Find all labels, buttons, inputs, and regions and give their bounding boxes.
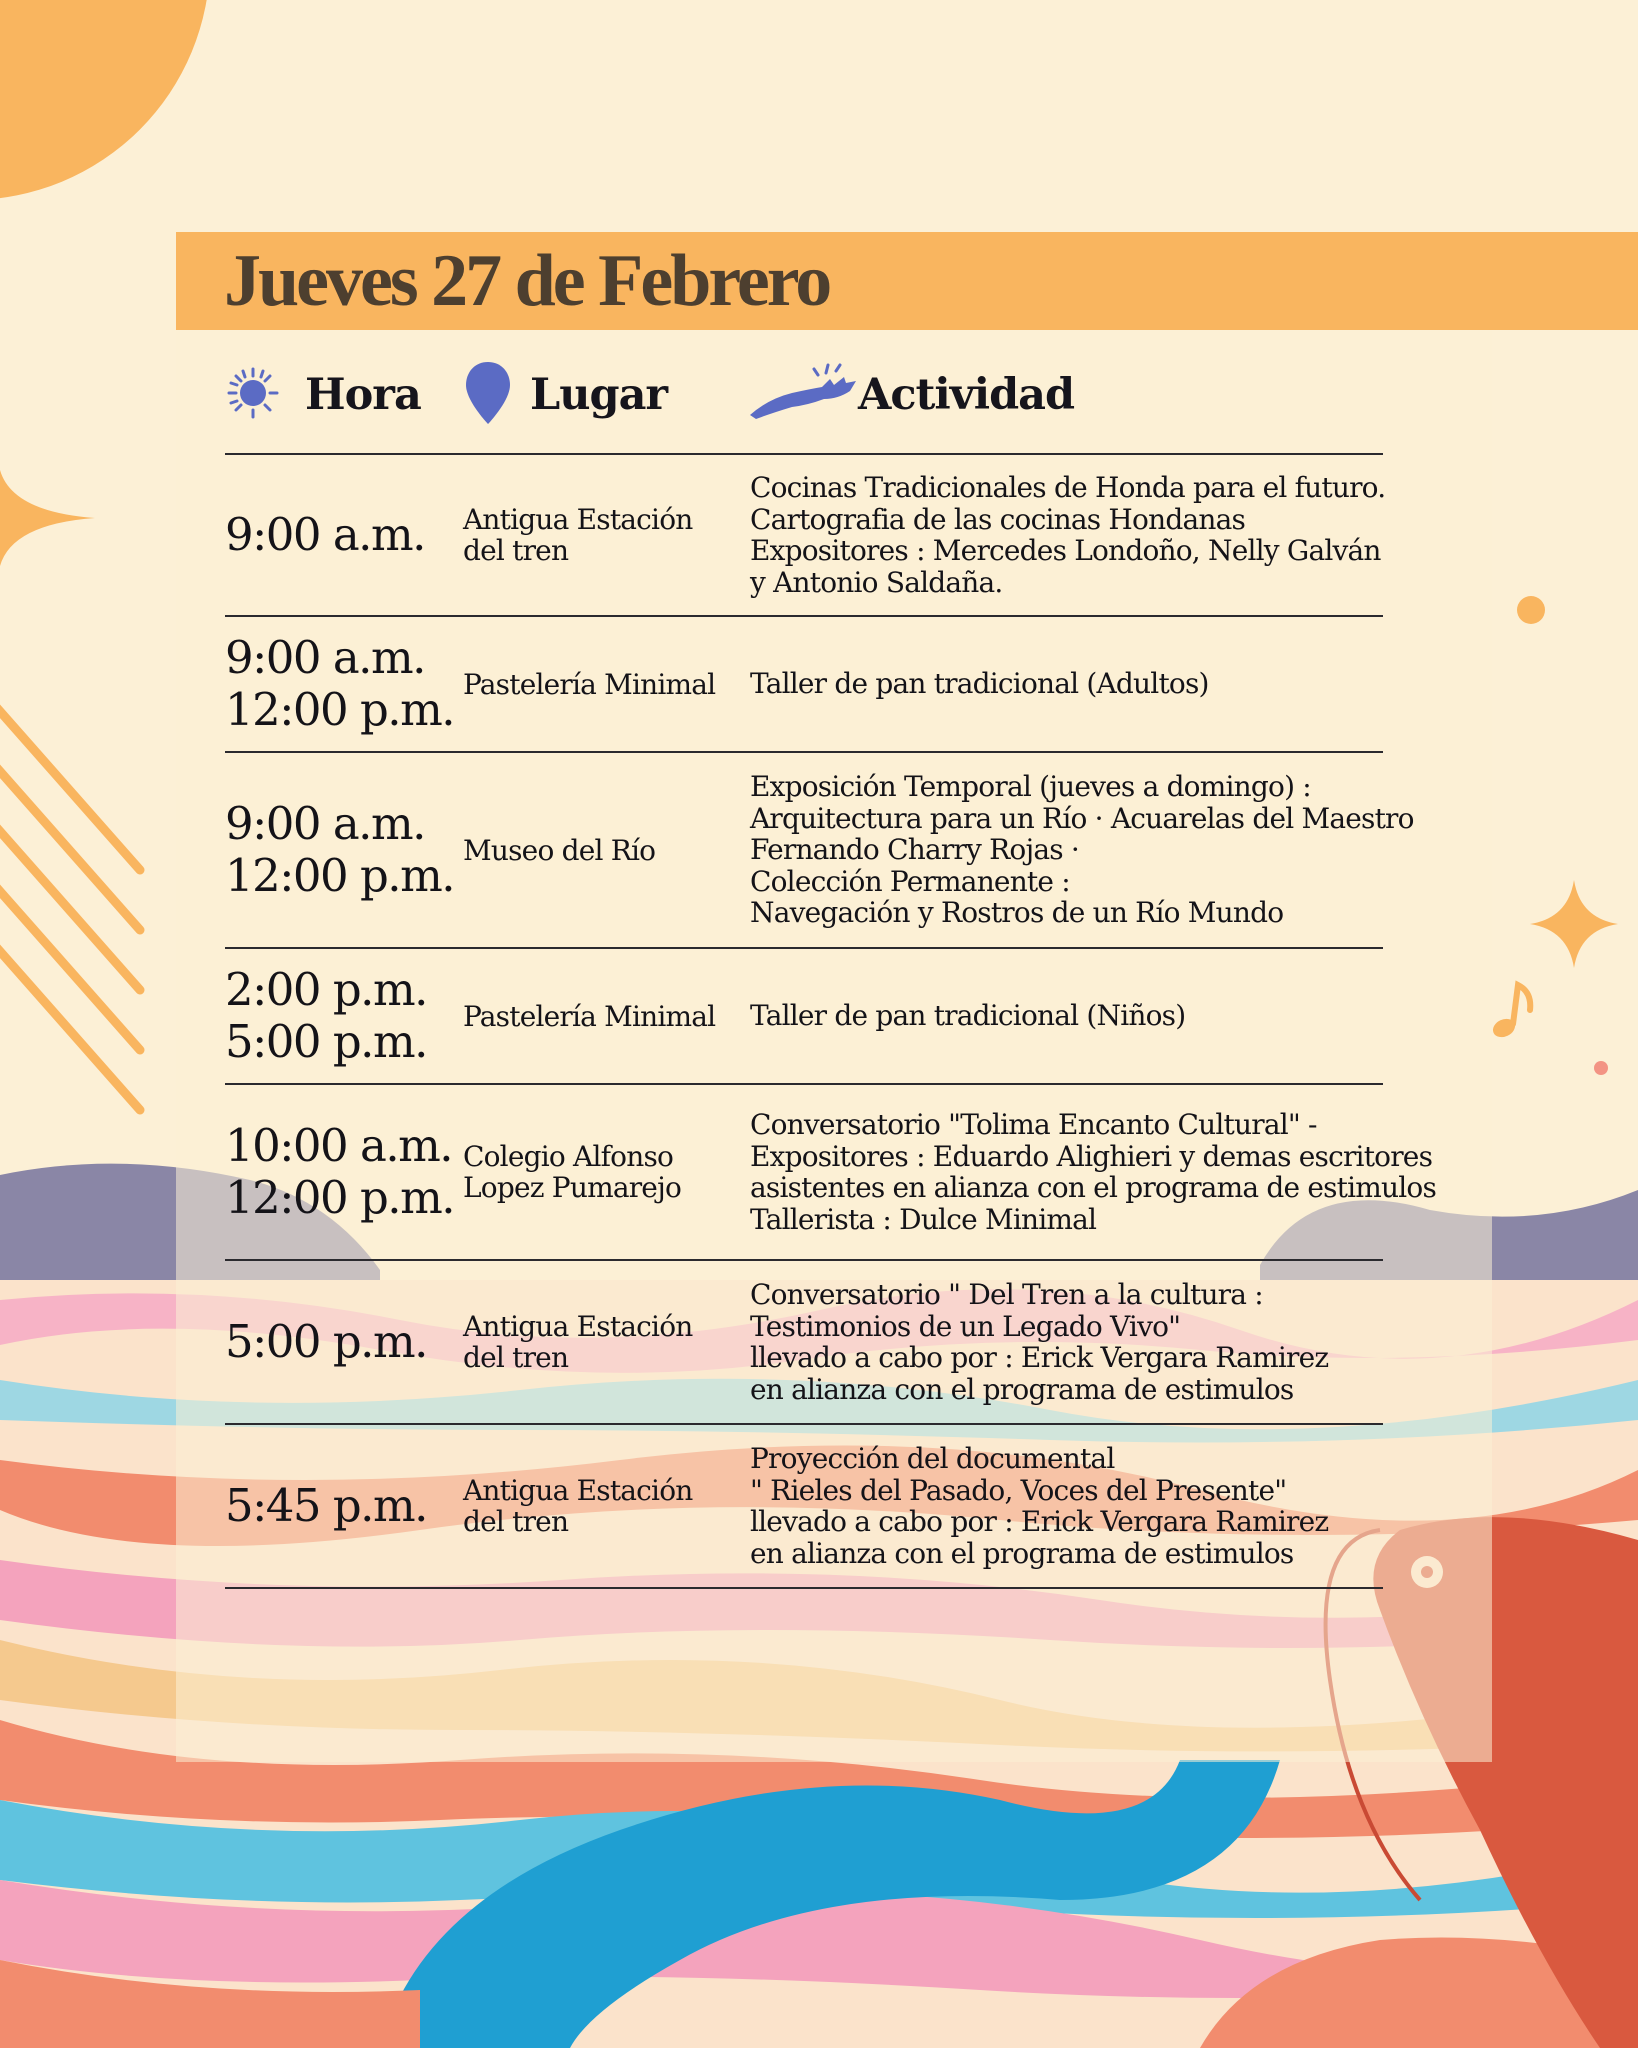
time-cell <box>225 1425 457 1587</box>
time-line: 5:45 p.m. <box>225 1479 427 1532</box>
sun-moon-icon <box>223 363 283 427</box>
place-line: Pastelería Minimal <box>463 667 716 701</box>
place-line: del tren <box>463 534 569 567</box>
time-cell <box>225 753 457 947</box>
sun-shape <box>0 0 210 200</box>
map-pin-icon <box>464 360 512 430</box>
place-line: del tren <box>463 1505 569 1538</box>
hand-icon <box>748 363 860 427</box>
place-line: Lopez Pumarejo <box>463 1171 682 1204</box>
activity-line: Tallerista : Dulce Minimal <box>750 1202 1097 1236</box>
schedule-row <box>225 615 1383 751</box>
header-lugar <box>464 360 667 430</box>
time-line: 12:00 p.m. <box>225 683 455 736</box>
place-line: Antigua Estación <box>463 1474 693 1507</box>
column-headers <box>0 360 1638 430</box>
place-line: Museo del Río <box>463 833 656 867</box>
time-line: 9:00 a.m. <box>225 797 425 850</box>
schedule-table <box>225 453 1437 1589</box>
place-line: Colegio Alfonso <box>463 1140 674 1173</box>
dot-orange <box>1517 596 1545 624</box>
activity-line: Navegación y Rostros de un Río Mundo <box>750 896 1284 930</box>
activity-line: en alianza con el programa de estimulos <box>750 1536 1294 1570</box>
activity-line: Exposición Temporal (jueves a domingo) : <box>750 770 1311 804</box>
activity-line: Conversatorio " Del Tren a la cultura : <box>750 1278 1263 1311</box>
header-actividad <box>748 360 1074 430</box>
place-cell <box>463 1085 743 1259</box>
page-title: Jueves 27 de Febrero <box>224 240 830 322</box>
time-line: 10:00 a.m. <box>225 1119 453 1172</box>
activity-line: llevado a cabo por : Erick Vergara Ramirez <box>750 1341 1329 1374</box>
time-cell <box>225 949 457 1083</box>
activity-cell <box>750 1425 1450 1587</box>
activity-line: Proyección del documental <box>750 1442 1115 1475</box>
time-cell <box>225 1085 457 1259</box>
place-cell <box>463 455 743 615</box>
place-line: Antigua Estación <box>463 1310 693 1343</box>
activity-cell <box>750 455 1450 615</box>
time-cell <box>225 617 457 751</box>
activity-cell <box>750 1261 1450 1423</box>
time-line: 9:00 a.m. <box>225 631 425 684</box>
activity-line: asistentes en alianza con el programa de estimulos <box>750 1171 1437 1204</box>
sparkle-right-icon <box>1530 880 1618 968</box>
activity-line: Cocinas Tradicionales de Honda para el futuro. <box>750 471 1386 504</box>
activity-line: en alianza con el programa de estimulos <box>750 1372 1294 1406</box>
place-cell <box>463 949 743 1083</box>
time-line: 12:00 p.m. <box>225 1171 455 1224</box>
schedule-row <box>225 751 1414 947</box>
header-hora <box>223 360 421 430</box>
activity-line: Cartografia de las cocinas Hondanas <box>750 502 1246 536</box>
activity-line: Colección Permanente : <box>750 864 1070 898</box>
header-hora-label: Hora <box>305 370 421 420</box>
sparkle-left-icon <box>0 470 95 566</box>
place-line: del tren <box>463 1341 569 1374</box>
schedule-row <box>225 1423 1383 1589</box>
activity-cell <box>750 1085 1450 1259</box>
activity-line: Expositores : Mercedes Londoño, Nelly Galván <box>750 534 1381 567</box>
activity-line: Expositores : Eduardo Alighieri y demas escritores <box>750 1139 1433 1173</box>
dot-pink <box>1594 1061 1608 1075</box>
place-line: Antigua Estación <box>463 503 693 536</box>
place-cell <box>463 1425 743 1587</box>
activity-line: " Rieles del Pasado, Voces del Presente" <box>750 1473 1287 1507</box>
activity-cell <box>750 617 1450 751</box>
time-line: 5:00 p.m. <box>225 1315 427 1368</box>
diagonal-stripes <box>0 700 140 1110</box>
time-cell <box>225 455 457 615</box>
schedule-row <box>225 947 1383 1083</box>
activity-cell <box>750 949 1450 1083</box>
activity-line: Taller de pan tradicional (Adultos) <box>750 667 1209 701</box>
activity-line: llevado a cabo por : Erick Vergara Ramirez <box>750 1505 1329 1538</box>
time-cell <box>225 1261 457 1423</box>
activity-line: Testimonios de un Legado Vivo" <box>750 1309 1181 1343</box>
activity-line: Arquitectura para un Río · Acuarelas del Maestro <box>750 801 1414 835</box>
schedule-row <box>225 1259 1383 1423</box>
time-line: 2:00 p.m. <box>225 963 427 1016</box>
activity-line: Conversatorio "Tolima Encanto Cultural" - <box>750 1108 1317 1141</box>
time-line: 9:00 a.m. <box>225 508 425 561</box>
header-lugar-label: Lugar <box>530 370 668 420</box>
music-note-icon <box>1491 985 1531 1040</box>
place-cell <box>463 617 743 751</box>
header-actividad-label: Actividad <box>858 370 1075 420</box>
title-bar <box>176 232 1638 330</box>
place-line: Pastelería Minimal <box>463 999 716 1033</box>
schedule-row <box>225 453 1386 615</box>
activity-line: Taller de pan tradicional (Niños) <box>750 999 1186 1033</box>
time-line: 12:00 p.m. <box>225 849 455 902</box>
activity-line: Fernando Charry Rojas · <box>750 833 1080 867</box>
time-line: 5:00 p.m. <box>225 1015 427 1068</box>
place-cell <box>463 1261 743 1423</box>
place-cell <box>463 753 743 947</box>
activity-cell <box>750 753 1450 947</box>
schedule-row <box>225 1083 1437 1259</box>
activity-line: y Antonio Saldaña. <box>750 565 1003 599</box>
